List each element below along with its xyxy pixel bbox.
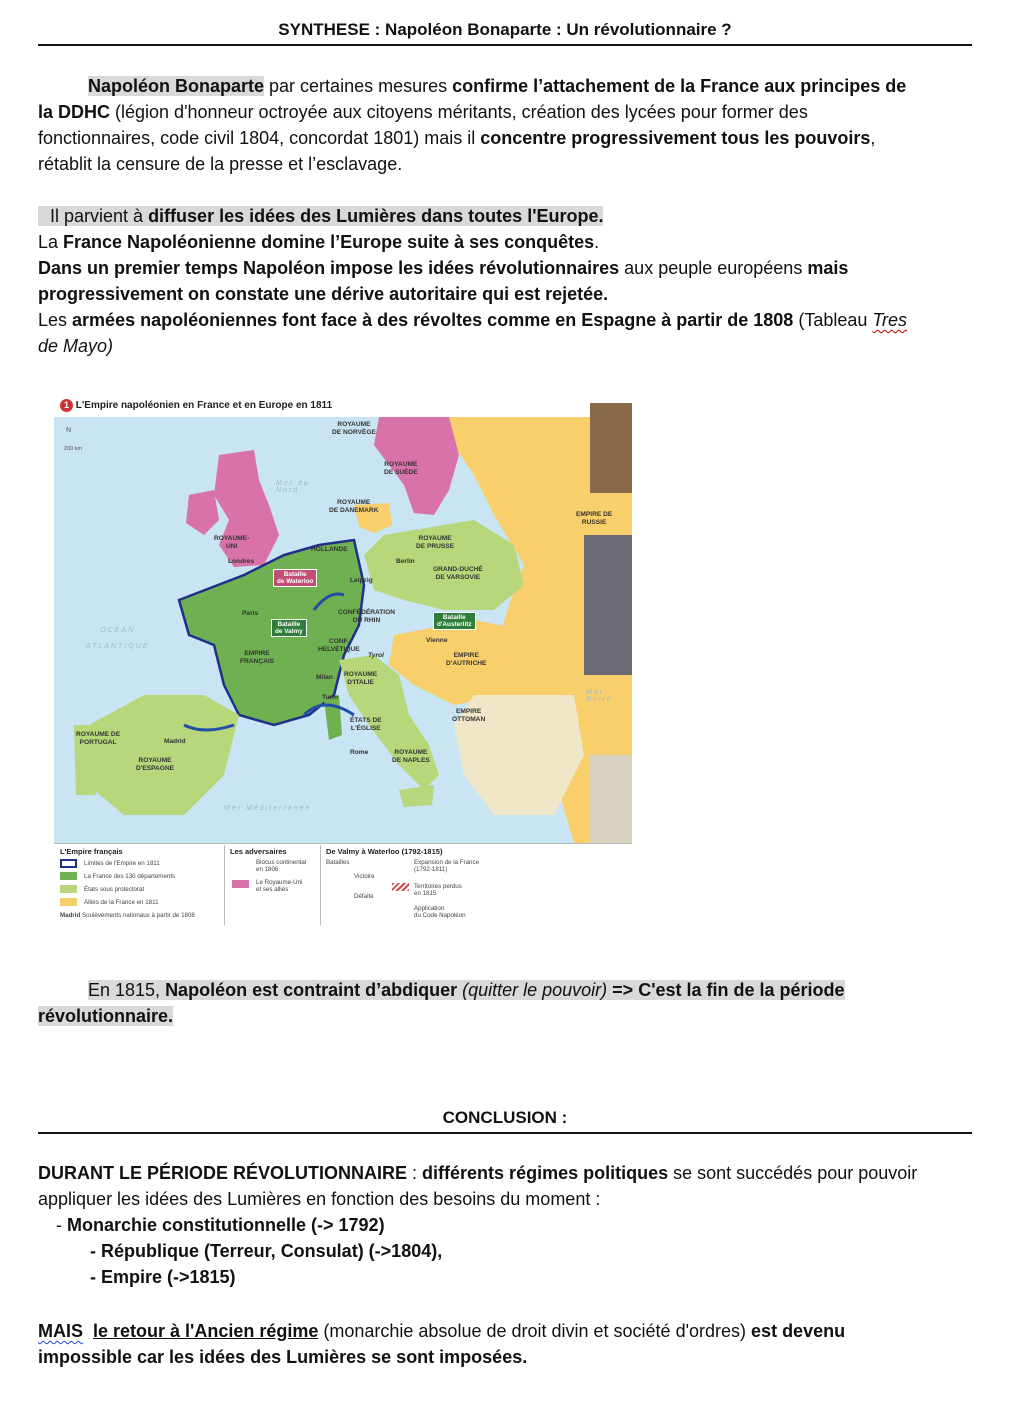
sea-nord: Mer du Nord bbox=[276, 480, 310, 494]
label-autriche: EMPIRE D'AUTRICHE bbox=[446, 652, 487, 667]
p1-text-2: (légion d'honneur octroyée aux citoyens méritants, création des lycées pour former des bbox=[110, 102, 808, 122]
p2-l2a: La bbox=[38, 232, 64, 252]
battle-valmy: Bataille de Valmy bbox=[271, 619, 307, 637]
label-hollande: HOLLANDE bbox=[311, 546, 348, 553]
p1-bold-2: concentre progressivement tous les pouvoirs bbox=[480, 128, 871, 148]
legend-batailles: Batailles bbox=[326, 859, 350, 866]
legend-territoires: Territoires perdus en 1815 bbox=[414, 883, 462, 897]
legend-soulevements-text: Soulèvements nationaux à partir de 1808 bbox=[80, 912, 195, 919]
legend-victoire: Victoire bbox=[354, 873, 375, 880]
paragraph-abdication bbox=[38, 977, 972, 1029]
swatch-protectorat bbox=[60, 885, 77, 893]
legend-uk: Le Royaume-Uni et ses alliés bbox=[256, 879, 303, 893]
legend-defaite: Défaite bbox=[354, 893, 374, 900]
p2-l1b: diffuser les idées des Lumières dans toutes l'Europe. bbox=[148, 206, 604, 226]
map-figure bbox=[54, 395, 632, 937]
conc-mais: MAIS bbox=[38, 1321, 83, 1341]
sea-atlantique: OCÉAN ATLANTIQUE bbox=[86, 627, 150, 650]
map-number-badge: 1 bbox=[60, 399, 73, 412]
p1-bold-1: confirme l’attachement de la France aux principes de bbox=[452, 76, 907, 96]
legend-blocus: Blocus continental en 1806 bbox=[256, 859, 307, 873]
painting-3 bbox=[590, 755, 632, 843]
p1-bold-ddhc: la DDHC bbox=[38, 102, 111, 122]
conc-l1c: différents régimes politiques bbox=[422, 1163, 669, 1183]
p3-e: révolutionnaire. bbox=[38, 1006, 174, 1026]
p2-tres: Tres bbox=[872, 310, 908, 330]
label-helvetique: CONF. HELVÉTIQUE bbox=[318, 638, 360, 653]
label-turin: Turin bbox=[322, 694, 338, 701]
swatch-allies bbox=[60, 898, 77, 906]
painting-2 bbox=[584, 535, 632, 675]
label-danemark: ROYAUME DE DANEMARK bbox=[329, 499, 379, 514]
conc-item-empire: - Empire (->1815) bbox=[90, 1267, 236, 1287]
conc-m3: (monarchie absolue de droit divin et société d'ordres) bbox=[318, 1321, 752, 1341]
label-russie: EMPIRE DE RUSSIE bbox=[576, 511, 613, 526]
north-icon: N bbox=[66, 427, 72, 434]
label-varsovie: GRAND-DUCHÉ DE VARSOVIE bbox=[433, 566, 483, 581]
legend-madrid: Madrid bbox=[60, 912, 81, 919]
p3-a: En 1815, bbox=[88, 980, 166, 1000]
legend-limits: Limites de l'Empire en 1811 bbox=[84, 860, 160, 867]
legend-allies: Alliés de la France en 1811 bbox=[84, 899, 159, 906]
sea-mediterranee: Mer Méditerranée bbox=[224, 805, 312, 812]
conc-item-republique: - République (Terreur, Consulat) (->1804), bbox=[90, 1241, 443, 1261]
label-berlin: Berlin bbox=[396, 558, 415, 565]
p2-l2b: France Napoléonienne domine l’Europe suite à ses conquêtes bbox=[63, 232, 595, 252]
label-italie: ROYAUME D'ITALIE bbox=[344, 671, 378, 686]
conclusion-title: CONCLUSION : bbox=[442, 1108, 568, 1127]
label-tyrol: Tyrol bbox=[368, 652, 384, 659]
label-portugal: ROYAUME DE PORTUGAL bbox=[76, 731, 121, 746]
p2-l3c: mais bbox=[807, 258, 849, 278]
p2-l2c: . bbox=[594, 232, 600, 252]
conc-l1b: : bbox=[407, 1163, 423, 1183]
conc-m2: le retour à l'Ancien régime bbox=[93, 1321, 319, 1341]
label-londres: Londres bbox=[228, 558, 255, 565]
conclusion-rule bbox=[38, 1132, 972, 1134]
p1-text-4: , bbox=[870, 128, 876, 148]
label-vienne: Vienne bbox=[426, 637, 448, 644]
swatch-limits bbox=[60, 859, 77, 868]
p2-l5c: (Tableau bbox=[793, 310, 873, 330]
conc-l1a: DURANT LE PÉRIODE RÉVOLUTIONNAIRE bbox=[38, 1163, 408, 1183]
p3-line1 bbox=[88, 980, 845, 1000]
map-title: L'Empire napoléonien en France et en Europe en 1811 bbox=[75, 400, 333, 411]
napoleon-name: Napoléon Bonaparte bbox=[88, 76, 265, 96]
p3-c: (quitter le pouvoir) bbox=[457, 980, 608, 1000]
p2-l5b: armées napoléoniennes font face à des révoltes comme en Espagne à partir de 1808 bbox=[72, 310, 794, 330]
label-ottoman: EMPIRE OTTOMAN bbox=[452, 708, 486, 723]
label-empire-francais: EMPIRE FRANÇAIS bbox=[240, 650, 275, 665]
legend-divider-1 bbox=[224, 845, 225, 925]
painting-1 bbox=[590, 403, 632, 493]
map-title-row bbox=[60, 399, 332, 412]
label-leipzig: Leipzig bbox=[350, 577, 373, 584]
conc-l1d: se sont succédés pour pouvoir bbox=[668, 1163, 918, 1183]
legend-soulevements bbox=[60, 912, 195, 919]
label-espagne: ROYAUME D'ESPAGNE bbox=[136, 757, 175, 772]
label-rhin: CONFÉDÉRATION DU RHIN bbox=[338, 609, 396, 624]
conc-m5: impossible car les idées des Lumières se sont imposées. bbox=[38, 1347, 528, 1367]
p2-l1a: Il parvient à bbox=[50, 206, 149, 226]
scale-label: 200 km bbox=[64, 446, 83, 452]
p3-d: => C'est la fin de la période bbox=[607, 980, 845, 1000]
conc-m4: est devenu bbox=[751, 1321, 846, 1341]
legend-heading-empire: L'Empire français bbox=[60, 847, 123, 856]
conclusion-mais bbox=[38, 1318, 972, 1370]
legend-expansion: Expansion de la France (1792-1811) bbox=[414, 859, 480, 873]
label-naples: ROYAUME DE NAPLES bbox=[392, 749, 430, 764]
label-prusse: ROYAUME DE PRUSSE bbox=[416, 535, 455, 550]
paragraph-europe bbox=[38, 203, 972, 359]
swatch-france bbox=[60, 872, 77, 880]
p2-l3b: aux peuple européens bbox=[619, 258, 808, 278]
swatch-uk bbox=[232, 880, 249, 888]
page-title: SYNTHESE : Napoléon Bonaparte : Un révolutionnaire ? bbox=[278, 20, 732, 39]
legend-divider-2 bbox=[320, 845, 321, 925]
legend-top-rule bbox=[54, 843, 632, 844]
p2-l6: de Mayo) bbox=[38, 336, 114, 356]
p1-text-5: rétablit la censure de la presse et l’esclavage. bbox=[38, 154, 403, 174]
p2-l4: progressivement on constate une dérive autoritaire qui est rejetée. bbox=[38, 284, 609, 304]
conclusion-body bbox=[38, 1160, 972, 1290]
legend-code: Application du Code Napoléon bbox=[414, 905, 466, 919]
title-rule bbox=[38, 44, 972, 46]
label-norvege: ROYAUME DE NORVÈGE bbox=[332, 421, 376, 436]
conc-item-monarchie: Monarchie constitutionnelle (-> 1792) bbox=[67, 1215, 385, 1235]
swatch-territoires-perdus bbox=[392, 883, 409, 891]
p3-b: Napoléon est contraint d’abdiquer bbox=[165, 980, 458, 1000]
legend-protectorat: États sous protectorat bbox=[84, 886, 145, 893]
p2-l5a: Les bbox=[38, 310, 73, 330]
label-milan: Milan bbox=[316, 674, 333, 681]
p1-text-1: par certaines mesures bbox=[264, 76, 453, 96]
label-suede: ROYAUME DE SUÈDE bbox=[384, 461, 418, 476]
legend-heading-adversaires: Les adversaires bbox=[230, 847, 287, 856]
label-paris: Paris bbox=[242, 610, 259, 617]
map-legend bbox=[54, 843, 632, 937]
conc-i1a: - bbox=[56, 1215, 67, 1235]
paragraph-napoleon bbox=[38, 73, 972, 177]
p1-text-3: fonctionnaires, code civil 1804, concordat 1801) mais il bbox=[38, 128, 481, 148]
p2-l3a: Dans un premier temps Napoléon impose les idées révolutionnaires bbox=[38, 258, 620, 278]
label-rome: Rome bbox=[350, 749, 369, 756]
legend-france: La France des 130 départements bbox=[84, 873, 176, 880]
battle-austerlitz: Bataille d'Austerlitz bbox=[433, 612, 476, 630]
label-royaume-uni: ROYAUME- UNI bbox=[214, 535, 250, 550]
legend-heading-valmy: De Valmy à Waterloo (1792-1815) bbox=[326, 847, 443, 856]
conc-l2: appliquer les idées des Lumières en fonction des besoins du moment : bbox=[38, 1189, 601, 1209]
label-eglise: ÉTATS DE L'ÉGLISE bbox=[350, 717, 382, 732]
p2-line1 bbox=[38, 206, 603, 226]
label-madrid: Madrid bbox=[164, 738, 186, 745]
battle-waterloo: Bataille de Waterloo bbox=[273, 569, 317, 587]
sea-noire: Mer Noire bbox=[586, 689, 613, 703]
